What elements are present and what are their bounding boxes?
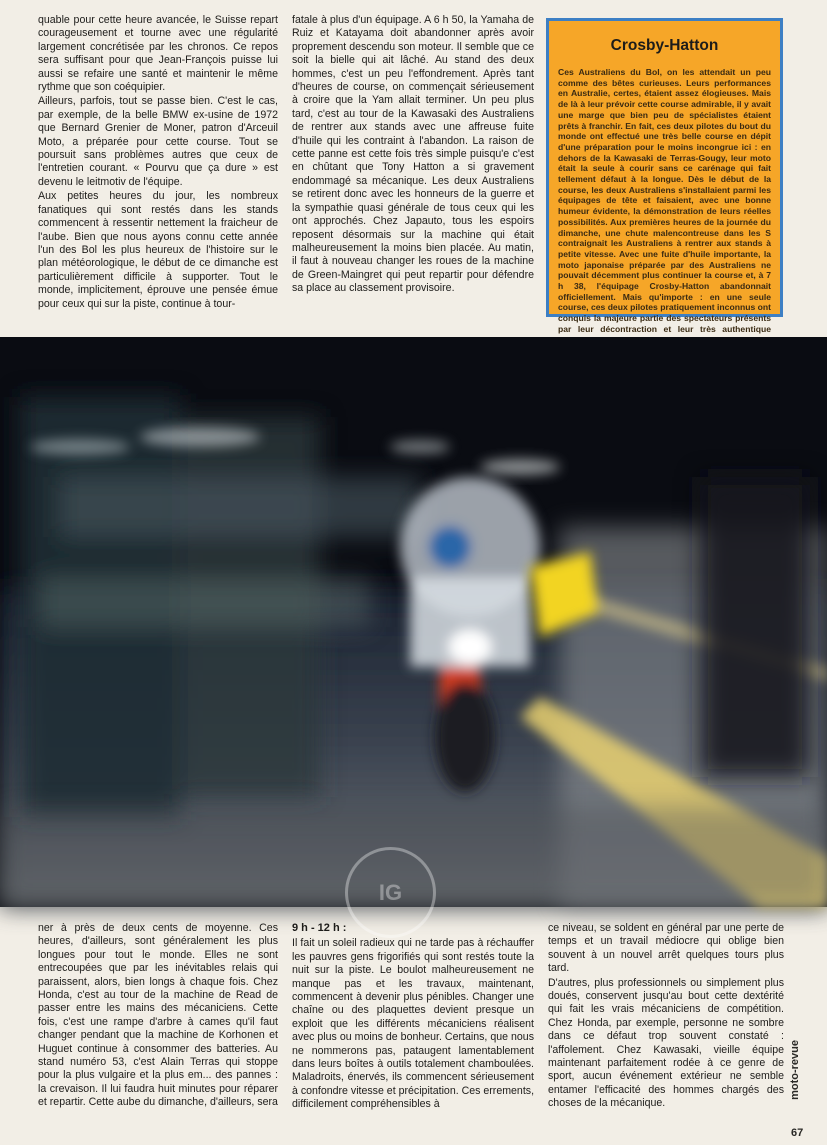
paragraph: fatale à plus d'un équipage. A 6 h 50, la Yamaha de Ruiz et Katayama doit abandonner après avoir proprement descendu son moteur. Il semble que ce soit la bielle qui ait lâché. Au stand des deux hommes, c'est un peu l'effondrement. Après tant d'heures de course, on commençait sérieusement à croire que la Yam allait terminer. Un peu plus tard, c'est au tour de la Kawasaki des Australiens de rentrer aux stands avec une affreuse fuite d'huile qui les contraint à l'abandon. La raison de cette panne est cette fois très simple puisqu'e c'est en chûtant que Tony Hatton a si gravement endommagé sa mécanique. Les deux Australiens se retirent donc avec les honneurs de la guerre et la sympathie quasi générale de tous ceux qui les ont approchés. Chez Japauto, tous les espoirs reposent désormais sur la machine qui était malheureusement la moins bien placée. Au matin, il faut à nouveau changer les roues de la machine de Green-Maingret qui peut repartir pour défendre sa place au classement provisoire. xyxy=(292,14,534,295)
section-subheading: 9 h - 12 h : xyxy=(292,922,347,934)
article-column-2 xyxy=(292,14,534,297)
sidebar-box xyxy=(546,18,783,334)
paragraph: Aux petites heures du jour, les nombreux fanatiques qui sont restés dans les stands commencent à ressentir nettement la fraicheur de l'aube. Bien que nous ayons connu cette année l'un des Bol les plus heureux de l'histoire sur le plan météorologique, le début de ce dimanche est particulièrement difficile à supporter. Tout le monde, implicitement, éprouve une pensée émue pour ceux qui sur la piste, continue à tour- xyxy=(38,190,278,310)
article-column-4 xyxy=(292,922,534,1113)
paragraph: ner à près de deux cents de moyenne. Ces heures, d'ailleurs, sont généralement les plus longues pour tout le monde. Elles ne sont entrecoupées que par les inévitables relais qui paraissent, alors, bien longs à chaque fois. Chez Honda, c'est au tour de la machine de Read de passer entre les mains des mécaniciens. Cette fois, c'est une rampe d'arbre à cames qu'il faut changer pendant que la machine de Korhonen et Huguet continue à consommer des batteries. Au stand numéro 53, c'est Alain Terras qui stoppe pour la plus vulgaire et la plus em... des pannes : la crevaison. Il lui faudra huit minutes pour réparer et repartir. Cette aube du dimanche, d'ailleurs, sera xyxy=(38,922,278,1109)
paragraph: Ailleurs, parfois, tout se passe bien. C'est le cas, par exemple, de la belle BMW ex-usine de 1972 que Bernard Grenier de Moner, patron d'Arceuil Moto, a préparée pour cette course. Tout se poursuit sans problèmes autres que ceux de l'entretien courant. « Pourvu que ça dure » est devenu le leitmotiv de l'équipe. xyxy=(38,95,278,188)
paragraph: quable pour cette heure avancée, le Suisse repart courageusement et tourne avec une régularité largement concrétisée par les chronos. Ce repos sera suffisant pour que Jean-François puisse lui aussi se refaire une santé et maintenir le même rythme que son coéquipier. xyxy=(38,14,278,94)
article-column-3 xyxy=(38,922,278,1111)
article-column-1 xyxy=(38,14,278,312)
sidebar-body: Ces Australiens du Bol, on les attendait un peu comme des bêtes curieuses. Leurs performances en Australie, certes, étaient assez élogieuses. Mais de là à leur prévoir cette course admirable, il y avait une marge que bien peu de spécialistes étaient prêts à franchir. En fait, ces deux pilotes du bout du monde ont effectué une très belle course en dépit d'une préparation pour le moins incongrue ici : en dehors de la Kawasaki de Terras-Gougy, leur moto était la seule à courir sans ce carénage qui fait tellement défaut à la longue. Dès le début de la course, les deux Australiens s'installaient parmi les équipages de tête et faisaient, avec une bonne humeur évidente, la démonstration de leurs réelles possibilités. Aux premières heures de la journée du dimanche, une chute malencontreuse dans les S contraignait les Australiens à rentrer aux stands à petite vitesse. Avec une fuite d'huile importante, la moto japonaise préparée par des Australiens ne pouvait décemment plus continuer la course et, à 7 h 38, l'équipage Crosby-Hatton abandonnait officiellement. Mais qu'importe : en une seule course, ces deux pilotes pratiquement inconnus ont conquis la majeure partie des spectateurs présents par leur décontraction et leur très authentique xyxy=(558,67,771,334)
page-number: 67 xyxy=(791,1127,804,1139)
paragraph: ce niveau, se soldent en général par une perte de temps et un travail médiocre qui oblige bien souvent à un nouvel arrêt quelques tours plus tard. xyxy=(548,922,784,975)
motorcycle-blur-image xyxy=(0,337,827,907)
sidebar-title: Crosby-Hatton xyxy=(610,37,719,54)
article-column-5 xyxy=(548,922,784,1112)
paragraph: Il fait un soleil radieux qui ne tarde pas à réchauffer les pauvres gens frigorifiés qui sont restés toute la nuit sur la piste. Le boulot malheureusement ne manque pas et les travaux, maintenant, commencent à devenir plus pénibles. Changer une chaîne ou des plaquettes devient presque un exploit que les différents mécaniciens réalisent avec plus ou moins de bonheur. Certains, que nous ne nommerons pas, pataugent lamentablement dans leurs boîtes à outils totalement chamboulées. Maladroits, énervés, ils commencent sérieusement à confondre vitesse et précipitation. Ces errements, difficilement compréhensibles à xyxy=(292,937,535,1111)
magazine-name: moto-revue xyxy=(789,1040,801,1100)
paragraph: D'autres, plus professionnels ou simplement plus doués, conservent jusqu'au bout cette dextérité qui fait les vrais mécaniciens de compétition. Chez Honda, par exemple, personne ne sombre dans ce défaut trop souvent constaté : l'affolement. Chez Kawasaki, vieille équipe maintenant parfaitement rodée à ce genre de sport, aucun événement extérieur ne semble entamer l'efficacité des hommes chargés des choses de la mécanique. xyxy=(548,976,784,1110)
race-photo xyxy=(0,337,827,907)
watermark-logo: IG xyxy=(345,847,436,938)
